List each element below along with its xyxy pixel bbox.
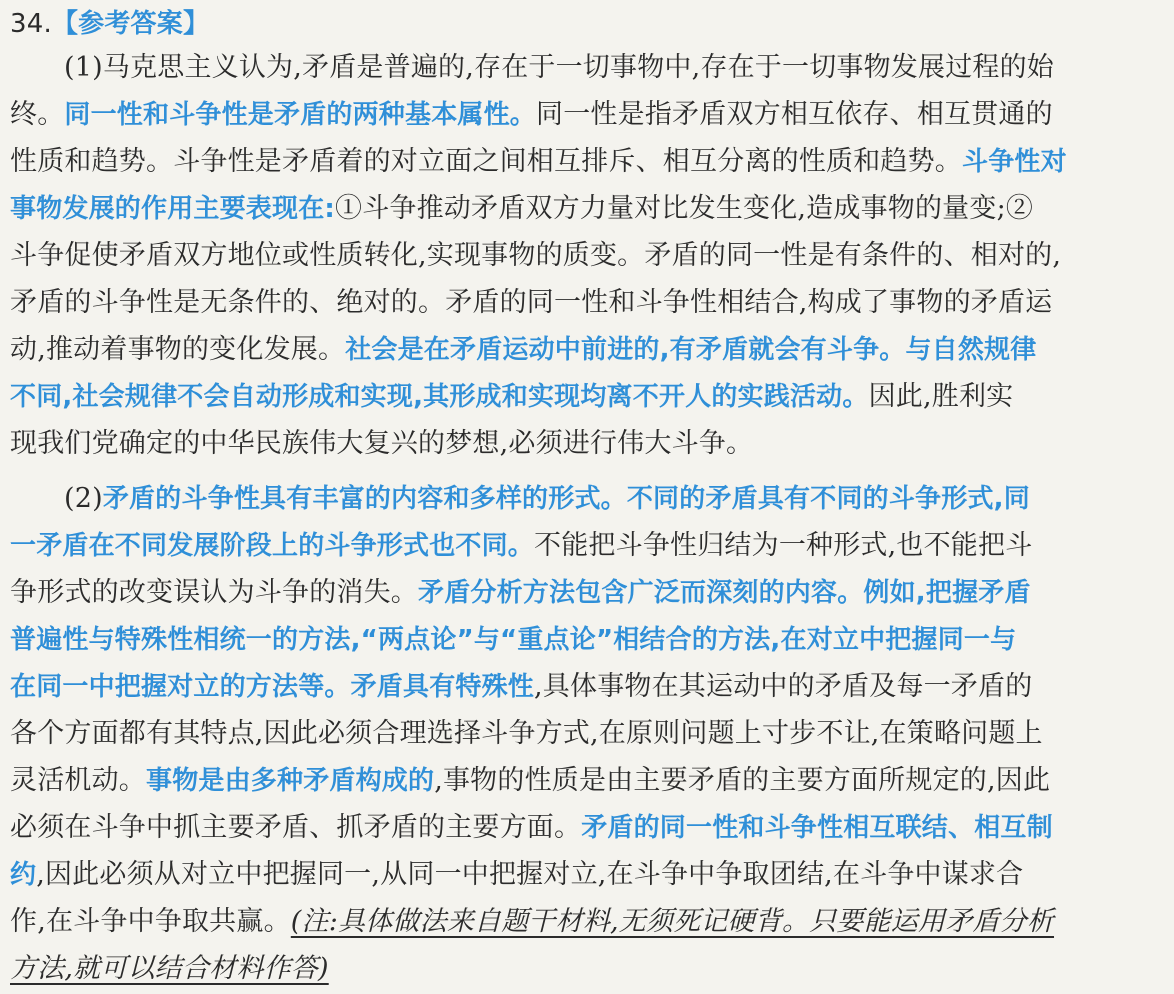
key-point-text: 同一性和斗争性是矛盾的两种基本属性。 [64,100,537,130]
answer-body [10,44,1156,992]
text-line [10,804,1156,851]
text-line [10,945,1156,992]
body-text: ,因此必须从对立中把握同一,从同一中把握对立,在斗争中争取团结,在斗争中谋求合 [36,859,1024,890]
question-number: 34. [10,9,52,39]
text-line [10,663,1156,710]
key-point-text: 在同一中把握对立的方法等。矛盾具有特殊性 [10,672,535,702]
text-line [10,710,1156,757]
body-text: (1)马克思主义认为,矛盾是普遍的,存在于一切事物中,存在于一切事物发展过程的始 [64,52,1054,83]
body-text: 同一性是指矛盾双方相互依存、相互贯通的 [536,99,1053,130]
body-text: 终。 [10,99,65,130]
text-line [10,138,1156,185]
answer-header [10,4,1156,44]
key-point-text: 矛盾的同一性和斗争性相互联结、相互制 [581,813,1053,843]
body-text: 矛盾的斗争性是无条件的、绝对的。矛盾的同一性和斗争性相结合,构成了事物的矛盾运 [10,287,1053,318]
text-line [10,569,1156,616]
answer-label: 【参考答案】 [51,9,210,39]
body-text: ①斗争推动矛盾双方力量对比发生变化,造成事物的量变;② [335,193,1034,224]
text-line [10,279,1156,326]
key-point-text: 矛盾的斗争性具有丰富的内容和多样的形式。不同的矛盾具有不同的斗争形式,同 [102,484,1030,514]
key-point-text: 普遍性与特殊性相统一的方法,“两点论”与“重点论”相结合的方法,在对立中把握同一与 [10,625,1017,655]
key-point-text: 事物发展的作用主要表现在: [10,194,335,224]
body-text: 现我们党确定的中华民族伟大复兴的梦想,必须进行伟大斗争。 [10,428,754,459]
body-text: 斗争促使矛盾双方地位或性质转化,实现事物的质变。矛盾的同一性是有条件的、相对的, [10,240,1062,271]
body-text: 作,在斗争中争取共赢。 [10,906,291,937]
key-point-text: 一矛盾在不同发展阶段上的斗争形式也不同。 [10,531,535,561]
body-text: 动,推动着事物的变化发展。 [10,334,346,365]
body-text: 争形式的改变误认为斗争的消失。 [10,577,418,608]
key-point-text: 矛盾分析方法包含广泛而深刻的内容。例如,把握矛盾 [418,578,1031,608]
body-text: 性质和趋势。斗争性是矛盾着的对立面之间相互排斥、相互分离的性质和趋势。 [10,146,962,177]
note-text: (注:具体做法来自题干材料,无须死记硬背。只要能运用矛盾分析 [290,906,1055,937]
text-line [10,616,1156,663]
text-line [10,44,1156,91]
body-text: 灵活机动。 [10,765,146,796]
key-point-text: 不同,社会规律不会自动形成和实现,其形成和实现均离不开人的实践活动。 [10,382,869,412]
note-text: 方法,就可以结合材料作答) [10,953,329,984]
text-line [10,326,1156,373]
body-text: 不能把斗争性归结为一种形式,也不能把斗 [534,530,1033,561]
text-line [10,475,1156,522]
body-text: ,具体事物在其运动中的矛盾及每一矛盾的 [534,671,1033,702]
body-text: 必须在斗争中抓主要矛盾、抓矛盾的主要方面。 [10,812,582,843]
text-line [10,851,1156,898]
body-text: 因此,胜利实 [868,381,1014,412]
key-point-text: 约 [10,860,37,890]
text-line [10,898,1156,945]
text-line [10,91,1156,138]
text-line [10,373,1156,420]
text-line [10,185,1156,232]
body-text: 各个方面都有其特点,因此必须合理选择斗争方式,在原则问题上寸步不让,在策略问题上 [10,718,1043,749]
body-text: ,事物的性质是由主要矛盾的主要方面所规定的,因此 [434,765,1051,796]
text-line [10,232,1156,279]
text-line [10,420,1156,467]
key-point-text: 社会是在矛盾运动中前进的,有矛盾就会有斗争。与自然规律 [345,335,1037,365]
key-point-text: 事物是由多种矛盾构成的 [146,766,435,796]
text-line [10,522,1156,569]
text-line [10,757,1156,804]
key-point-text: 斗争性对 [962,147,1067,177]
body-text: (2) [64,483,103,514]
